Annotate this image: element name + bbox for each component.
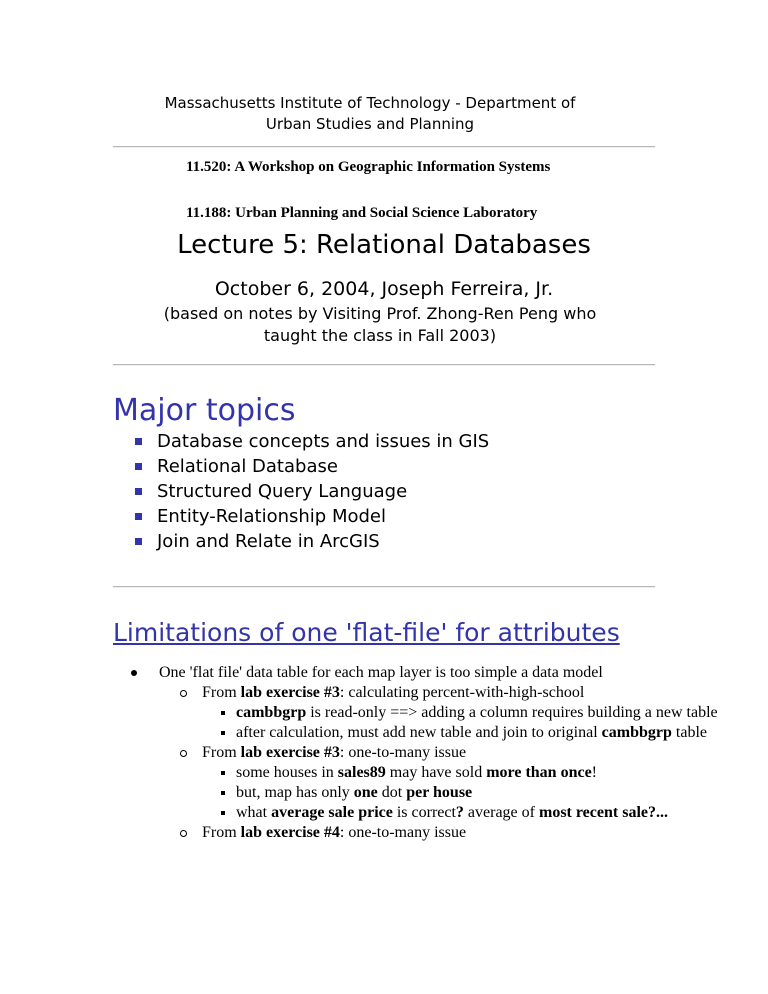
lecture-credit-note: (based on notes by Visiting Prof. Zhong-Ren Peng who taught the class in Fall 2003): [163, 304, 597, 345]
square-bullet-icon: [221, 731, 225, 735]
circle-bullet-icon: [180, 830, 187, 837]
topic-item: Database concepts and issues in GIS: [135, 429, 489, 454]
square-bullet-icon: [135, 488, 142, 495]
outline-subitem: some houses in sales89 may have sold more than once!: [131, 763, 731, 783]
course-title-11-520: 11.520: A Workshop on Geographic Information Systems: [186, 159, 551, 175]
topic-item: Entity-Relationship Model: [135, 504, 489, 529]
outline-item-lab3-one-to-many: From lab exercise #3: one-to-many issue: [131, 743, 731, 763]
major-topics-heading: Major topics: [113, 393, 296, 428]
outline-item-flat-file: One 'flat file' data table for each map layer is too simple a data model: [131, 663, 731, 683]
square-bullet-icon: [221, 771, 225, 775]
outline-subitem: but, map has only one dot per house: [131, 783, 731, 803]
outline-subitem: after calculation, must add new table and join to original cambbgrp table: [131, 723, 731, 743]
square-bullet-icon: [221, 811, 225, 815]
square-bullet-icon: [135, 438, 142, 445]
circle-bullet-icon: [180, 690, 187, 697]
outline-subitem: cambbgrp is read-only ==> adding a column requires building a new table: [131, 703, 731, 723]
divider-bottom: [113, 586, 655, 588]
square-bullet-icon: [135, 513, 142, 520]
major-topics-list: [135, 429, 489, 554]
outline-subitem: what average sale price is correct? average of most recent sale?...: [131, 803, 731, 823]
circle-bullet-icon: [180, 750, 187, 757]
topic-item: Relational Database: [135, 454, 489, 479]
lecture-date-author: October 6, 2004, Joseph Ferreira, Jr.: [214, 278, 554, 300]
disc-bullet-icon: [131, 670, 137, 676]
topic-item: Join and Relate in ArcGIS: [135, 529, 489, 554]
divider-top: [113, 146, 655, 148]
limitations-heading-link[interactable]: Limitations of one 'flat-file' for attributes: [113, 618, 620, 647]
course-title-11-188: 11.188: Urban Planning and Social Science Laboratory: [186, 205, 538, 221]
limitations-outline: [131, 663, 731, 843]
square-bullet-icon: [221, 711, 225, 715]
topic-item: Structured Query Language: [135, 479, 489, 504]
square-bullet-icon: [221, 791, 225, 795]
outline-item-lab3-percent: From lab exercise #3: calculating percent-with-high-school: [131, 683, 731, 703]
outline-item-lab4: From lab exercise #4: one-to-many issue: [131, 823, 731, 843]
divider-middle: [113, 364, 655, 366]
square-bullet-icon: [135, 538, 142, 545]
department-heading: Massachusetts Institute of Technology - Department of Urban Studies and Planning: [164, 94, 576, 133]
lecture-title: Lecture 5: Relational Databases: [177, 230, 591, 260]
square-bullet-icon: [135, 463, 142, 470]
